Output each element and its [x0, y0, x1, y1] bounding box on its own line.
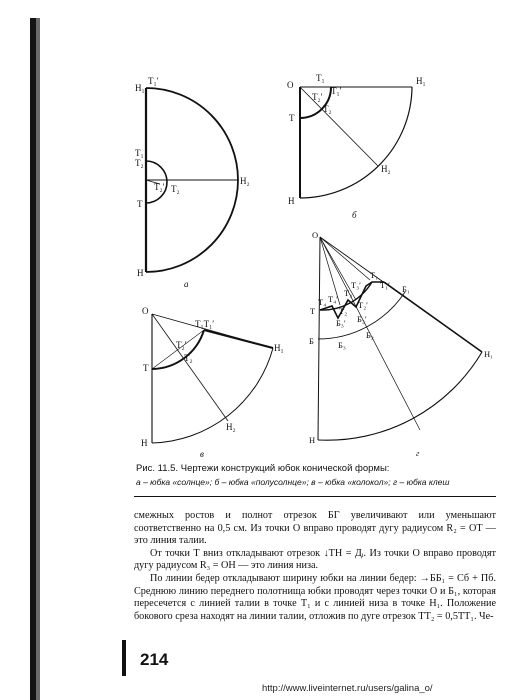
label-g-b: Б: [309, 336, 314, 346]
caption-rule: [134, 496, 496, 497]
panel-label-b: б: [352, 210, 357, 220]
label-b-t2: Т₂: [323, 104, 332, 114]
label-g-b3p: Б₃′: [336, 318, 346, 328]
label-a-t1b: Т₁′: [148, 76, 159, 86]
label-g-h: Н: [309, 435, 316, 445]
drawing-a: [146, 88, 238, 272]
label-b-h2: Н₂: [381, 164, 391, 174]
label-a-t1a: Т₁: [135, 148, 144, 158]
label-g-t4: Т₄: [318, 297, 327, 307]
arc-v-hem: [152, 348, 273, 443]
label-a-t2p: Т₂′: [154, 182, 165, 192]
line-v-front: [204, 330, 273, 348]
label-a-t2: Т₂: [135, 158, 144, 168]
labels-a: [135, 76, 250, 289]
paragraph-1: смежных ростов и полнот отрезок БГ увеличивают или уменьшают соответственно на 0,5 см. Из точки О вправо проводят дугу радиусом R₂ = ОТ — это линия талии.: [134, 510, 496, 547]
label-v-t: Т: [143, 363, 149, 373]
label-v-t2p: Т₂′: [176, 340, 187, 350]
label-b-t2p: Т₂′: [312, 92, 323, 102]
label-v-o: О: [142, 306, 149, 316]
label-a-t: Т: [137, 199, 143, 209]
label-g-t2: Т₂: [339, 306, 348, 316]
label-g-b1: Б₁: [402, 284, 410, 294]
panel-label-v: в: [200, 449, 204, 459]
drawing-v: [152, 314, 273, 443]
label-v-h: Н: [141, 438, 148, 448]
label-b-h1: Н₁: [416, 76, 426, 86]
label-b-h: Н: [288, 196, 295, 206]
label-g-t1: Т₁: [370, 270, 379, 280]
label-g-o: О: [312, 230, 319, 240]
watermark-url: http://www.liveinternet.ru/users/galina_o/: [262, 683, 433, 694]
label-a-h: Н: [137, 268, 144, 278]
label-v-t2: Т₂: [184, 353, 193, 363]
paragraph-3: По линии бедер откладывают ширину юбки на линии бедер: →ББ₁ = Сб + Пб. Среднюю линию переднего полотнища юбки проводят через точки О и Б₁, которая пересечется с линией талии в точке Т₁ и с линией низа в точке Н₁. Положение бокового среза находят на линии талии, отложив по дуге отрезок ТТ₂ = 0,5ТТ₁. Че-: [134, 572, 496, 622]
label-v-t1: Т₁Т₁′: [195, 319, 215, 329]
label-g-t3p: Т₃′: [351, 280, 362, 290]
folio-bar: [122, 640, 126, 676]
label-v-h1: Н₁: [274, 343, 284, 353]
label-b-o: О: [287, 80, 294, 90]
figure-caption: [136, 463, 496, 487]
label-a-h1: Н₁: [135, 83, 145, 93]
label-g-t2p: Т₂′: [358, 300, 369, 310]
label-g-b2: Б₂: [366, 330, 374, 340]
caption-title: Рис. 11.5. Чертежи конструкций юбок конической формы:: [136, 463, 390, 474]
line-g-front: [384, 282, 482, 352]
label-b-t: Т: [289, 113, 295, 123]
label-b-t1: Т₁: [316, 73, 325, 83]
label-g-t3: Т₃: [344, 288, 353, 298]
label-g-t4p: Т₄′: [328, 294, 339, 304]
label-v-h2: Н₂: [226, 422, 236, 432]
label-g-t1p: Т₁′: [380, 280, 391, 290]
arc-g-hem: [318, 352, 482, 440]
paragraph-2: От точки Т вниз откладывают отрезок ↓ТН = Дᵢ. Из точки О вправо проводят дугу радиусом R₃ = ОН — это линия низа.: [134, 547, 496, 572]
panel-label-g: г: [416, 448, 420, 458]
drawing-b: [300, 87, 412, 198]
drawing-g: [318, 237, 482, 440]
label-a-h2: Н₂: [240, 176, 250, 186]
body-text: [134, 510, 496, 623]
label-g-b3: Б₃: [338, 340, 346, 350]
label-b-t1p: Т₁′: [331, 86, 342, 96]
caption-legend: а – юбка «солнце»; б – юбка «полусолнце»; в – юбка «колокол»; г – юбка клеш: [136, 477, 450, 487]
panel-label-a: а: [184, 279, 189, 289]
label-a-t2r: Т₂: [171, 184, 180, 194]
line-g-left: [318, 237, 320, 440]
page-number: 214: [140, 650, 169, 669]
label-g-h1: Н₁: [484, 349, 494, 359]
label-g-b2p: Б₂′: [357, 314, 367, 324]
label-g-t: Т: [310, 306, 316, 316]
line-g-ray1: [320, 237, 370, 280]
